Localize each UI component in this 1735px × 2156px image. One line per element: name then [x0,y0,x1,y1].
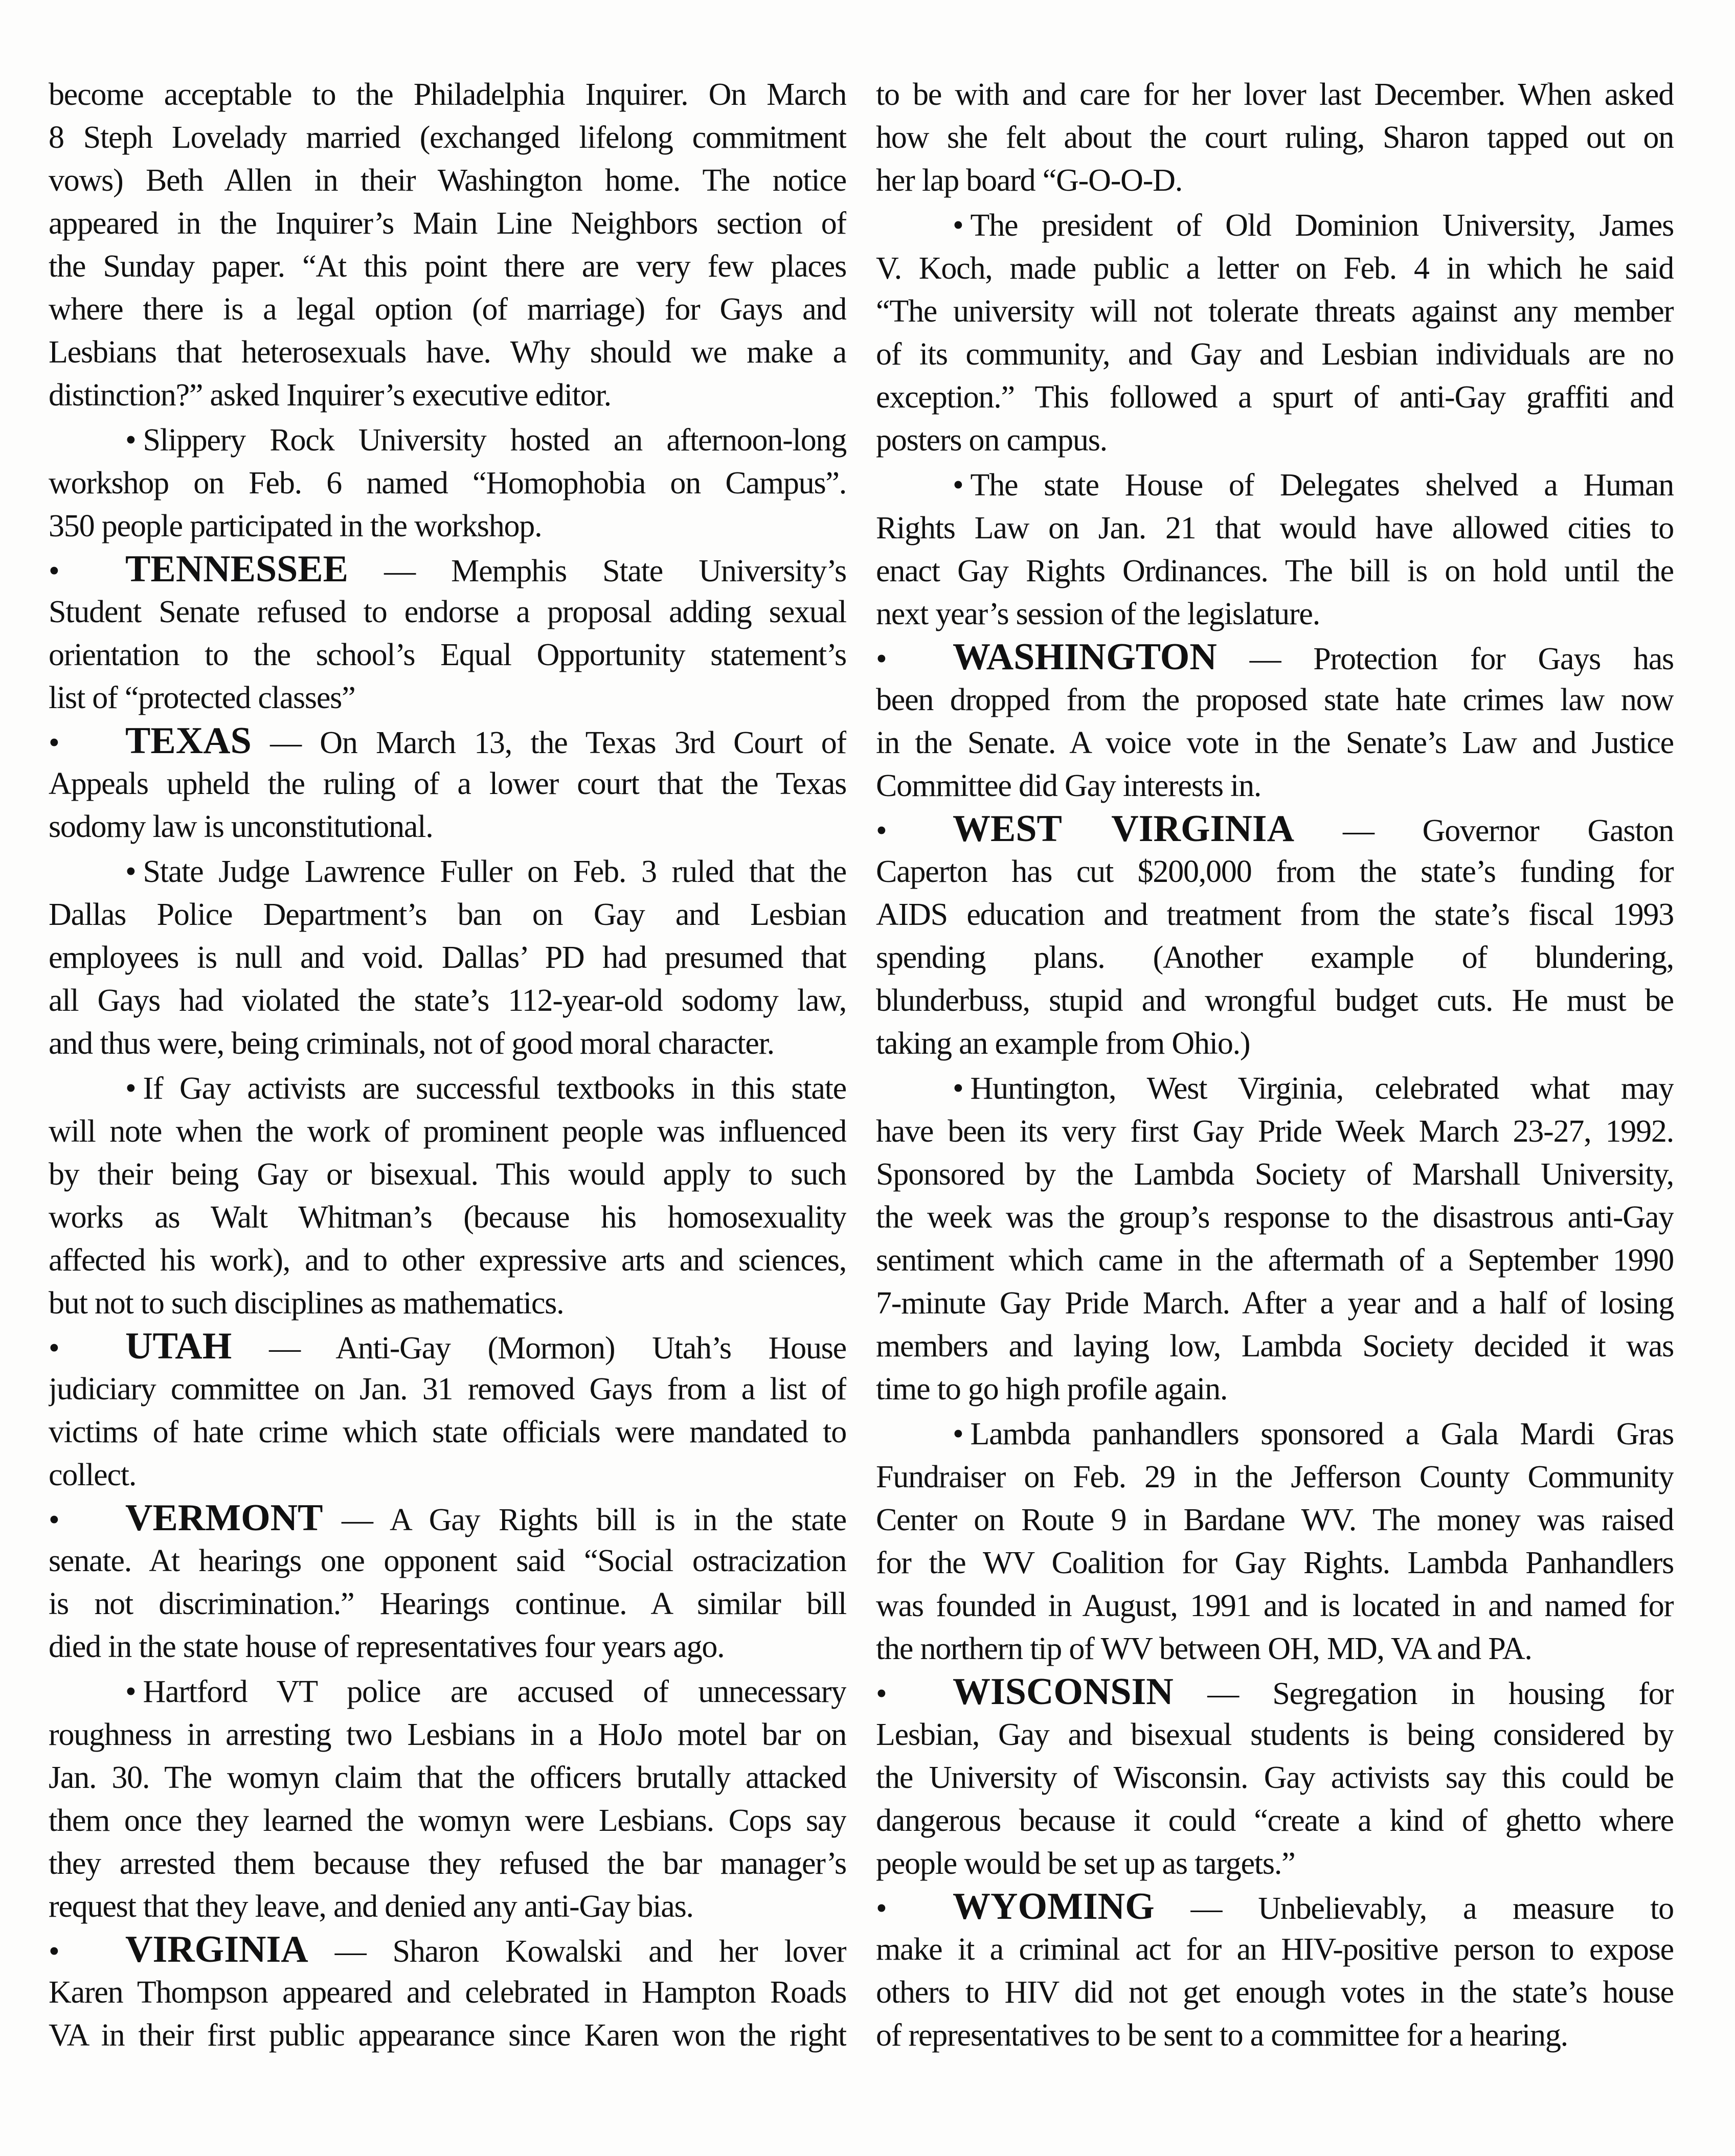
text-line: vows) Beth Allen in their Washington home. The notice [49,163,846,198]
text-line: of its community, and Gay and Lesbian individuals are no [876,337,1674,372]
sub-item-first-line [876,204,1674,247]
state-entry [49,1496,846,1668]
bullet-icon: • [953,1071,963,1106]
text-line: they arrested them because they refused the bar manager’s [49,1846,846,1881]
bullet-icon: • [953,468,963,503]
state-entry [49,719,846,848]
state-entry [49,1325,846,1496]
heading-line-content [125,719,846,762]
sub-item [876,464,1674,636]
state-name: WYOMING [953,1886,1155,1927]
sub-item [49,1067,846,1325]
text-line: where there is a legal option (of marriage) for Gays and [49,292,846,327]
text-line: to be with and care for her lover last December. When asked [876,77,1674,112]
text-line: Huntington, West Virginia, celebrated what may [970,1071,1674,1106]
text-line: 8 Steph Lovelady married (exchanged lifelong commitment [49,120,846,155]
state-entry [876,1670,1674,1885]
heading-line-text: — Governor Gaston [1342,813,1674,848]
text-line: workshop on Feb. 6 named “Homophobia on Campus”. [49,466,846,501]
heading-line-content [953,1670,1674,1713]
state-heading-line [49,719,846,762]
text-line: Committee did Gay interests in. [876,768,1261,803]
text-line: VA in their first public appearance since Karen won the right [49,2018,846,2053]
text-line: Lesbians that heterosexuals have. Why should we make a [49,335,846,370]
state-heading-line [876,636,1674,678]
text-line: sodomy law is unconstitutional. [49,809,433,844]
bullet-icon: • [876,1676,887,1711]
state-name: VIRGINIA [125,1928,308,1970]
heading-line-text: — Anti-Gay (Mormon) Utah’s House [269,1331,846,1366]
text-line: all Gays had violated the state’s 112-year-old sodomy law, [49,983,846,1018]
heading-line-content [953,807,1674,850]
bullet-icon: • [953,208,963,243]
bullet-icon: • [876,642,887,676]
text-line: Hartford VT police are accused of unnecessary [143,1674,846,1709]
text-line: by their being Gay or bisexual. This would apply to such [49,1157,846,1192]
text-line: her lap board “G-O-O-D. [876,163,1183,198]
heading-line-text: — Sharon Kowalski and her lover [334,1934,846,1969]
text-line: people would be set up as targets.” [876,1846,1295,1881]
text-line: The president of Old Dominion University, James [970,208,1674,243]
text-line: roughness in arresting two Lesbians in a HoJo motel bar on [49,1717,846,1752]
text-line: the University of Wisconsin. Gay activists say this could be [876,1760,1674,1795]
text-line: Lambda panhandlers sponsored a Gala Mardi Gras [970,1417,1674,1451]
text-line: The state House of Delegates shelved a Human [970,468,1674,503]
state-name: TENNESSEE [125,548,348,590]
text-line: was founded in August, 1991 and is located in and named for [876,1588,1674,1623]
text-line: taking an example from Ohio.) [876,1026,1250,1061]
sub-item [49,1670,846,1928]
state-name: WASHINGTON [953,636,1217,678]
bullet-icon: • [953,1417,963,1451]
sub-item-first-line [49,419,846,462]
text-line: collect. [49,1458,137,1492]
text-line: orientation to the school’s Equal Opportunity statement’s [49,638,846,672]
text-line: Dallas Police Department’s ban on Gay and Lesbian [49,897,846,932]
text-line: Center on Route 9 in Bardane WV. The money was raised [876,1503,1674,1537]
text-line: Appeals upheld the ruling of a lower court that the Texas [49,766,846,801]
text-line: 7-minute Gay Pride March. After a year and a half of losing [876,1286,1674,1321]
state-heading-line [876,1670,1674,1713]
sub-item-first-line [876,1413,1674,1456]
text-line: of representatives to be sent to a committee for a hearing. [876,2018,1568,2053]
text-line: request that they leave, and denied any anti-Gay bias. [49,1889,693,1924]
text-line: Slippery Rock University hosted an afternoon-long [143,423,846,458]
heading-line-text: — A Gay Rights bill is in the state [342,1503,846,1537]
state-name: VERMONT [125,1497,323,1539]
heading-line-content [125,1325,846,1368]
state-heading-line [876,1885,1674,1928]
state-name: WISCONSIN [953,1671,1174,1713]
state-heading-line [49,1928,846,1971]
right-column [876,73,1674,2057]
text-line: Jan. 30. The womyn claim that the officers brutally attacked [49,1760,846,1795]
heading-line-content [125,1496,846,1539]
text-line: victims of hate crime which state officials were mandated to [49,1415,846,1449]
heading-line-text: — Unbelievably, a measure to [1190,1891,1674,1926]
text-line: distinction?” asked Inquirer’s executive editor. [49,378,611,413]
heading-line-text: — Protection for Gays has [1249,642,1674,676]
bullet-icon: • [49,1503,59,1537]
state-heading-line [876,807,1674,850]
text-line: “The university will not tolerate threats against any member [876,294,1674,329]
text-line: sentiment which came in the aftermath of a September 1990 [876,1243,1674,1278]
state-name: TEXAS [125,720,252,762]
text-line: in the Senate. A voice vote in the Senate’s Law and Justice [876,725,1674,760]
text-line: Karen Thompson appeared and celebrated in Hampton Roads [49,1975,846,2010]
sub-item [876,204,1674,462]
text-line: but not to such disciplines as mathematics. [49,1286,564,1321]
text-line: have been its very first Gay Pride Week March 23-27, 1992. [876,1114,1674,1149]
text-line: become acceptable to the Philadelphia Inquirer. On March [49,77,846,112]
text-line: the Sunday paper. “At this point there are very few places [49,249,846,284]
text-line: appeared in the Inquirer’s Main Line Neighbors section of [49,206,846,241]
text-line: how she felt about the court ruling, Sharon tapped out on [876,120,1674,155]
text-line: 350 people participated in the workshop. [49,509,542,543]
text-line: posters on campus. [876,423,1107,458]
state-entry [49,548,846,719]
heading-line-content [125,1928,846,1971]
sub-item-first-line [876,1067,1674,1110]
heading-line-content [953,1885,1674,1928]
text-line: enact Gay Rights Ordinances. The bill is on hold until the [876,554,1674,588]
state-entry [876,807,1674,1065]
state-entry [876,1885,1674,2057]
text-line: Lesbian, Gay and bisexual students is being considered by [876,1717,1674,1752]
bullet-icon: • [49,554,59,588]
sub-item [876,1067,1674,1411]
text-line: employees is null and void. Dallas’ PD had presumed that [49,940,846,975]
heading-line-text: — On March 13, the Texas 3rd Court of [270,725,846,760]
text-line: State Judge Lawrence Fuller on Feb. 3 ruled that the [143,854,846,889]
text-line: Rights Law on Jan. 21 that would have allowed cities to [876,511,1674,546]
text-line: died in the state house of representatives four years ago. [49,1629,725,1664]
text-line: AIDS education and treatment from the state’s fiscal 1993 [876,897,1674,932]
text-line: time to go high profile again. [876,1372,1228,1406]
text-line: blunderbuss, stupid and wrongful budget cuts. He must be [876,983,1674,1018]
bullet-icon: • [49,725,59,760]
text-line: others to HIV did not get enough votes in the state’s house [876,1975,1674,2010]
bullet-icon: • [125,1674,136,1709]
bullet-icon: • [125,423,136,458]
text-line: the northern tip of WV between OH, MD, VA and PA. [876,1631,1532,1666]
text-line: them once they learned the womyn were Lesbians. Cops say [49,1803,846,1838]
sub-item-first-line [49,1067,846,1110]
text-line: judiciary committee on Jan. 31 removed Gays from a list of [49,1372,846,1406]
text-line: been dropped from the proposed state hate crimes law now [876,683,1674,717]
bullet-icon: • [125,854,136,889]
text-line: members and laying low, Lambda Society decided it was [876,1329,1674,1364]
sub-item-first-line [49,1670,846,1713]
text-line: list of “protected classes” [49,680,355,715]
state-heading-line [49,548,846,591]
state-heading-line [49,1325,846,1368]
state-entry [49,1928,846,2057]
text-line: and thus were, being criminals, not of good moral character. [49,1026,774,1061]
sub-item [876,1413,1674,1670]
text-line: senate. At hearings one opponent said “Social ostracization [49,1544,846,1578]
text-line: the week was the group’s response to the disastrous anti-Gay [876,1200,1674,1235]
text-line: is not discrimination.” Hearings continue. A similar bill [49,1586,846,1621]
bullet-icon: • [876,1891,887,1926]
bullet-icon: • [49,1331,59,1366]
text-line: affected his work), and to other expressive arts and sciences, [49,1243,846,1278]
text-line: dangerous because it could “create a kind of ghetto where [876,1803,1674,1838]
paragraph [876,73,1674,202]
left-column [49,73,846,2057]
text-line: exception.” This followed a spurt of anti-Gay graffiti and [876,380,1674,415]
bullet-icon: • [876,813,887,848]
text-line: works as Walt Whitman’s (because his homosexuality [49,1200,846,1235]
heading-line-text: — Memphis State University’s [384,554,846,588]
text-line: If Gay activists are successful textbooks in this state [143,1071,846,1106]
text-line: next year’s session of the legislature. [876,597,1320,631]
sub-item [49,850,846,1065]
state-heading-line [49,1496,846,1539]
sub-item [49,419,846,548]
text-line: Student Senate refused to endorse a proposal adding sexual [49,595,846,629]
text-line: Fundraiser on Feb. 29 in the Jefferson County Community [876,1460,1674,1494]
text-line: Sponsored by the Lambda Society of Marshall University, [876,1157,1674,1192]
text-line: V. Koch, made public a letter on Feb. 4 in which he said [876,251,1674,286]
state-entry [876,636,1674,807]
text-line: for the WV Coalition for Gay Rights. Lambda Panhandlers [876,1546,1674,1580]
paragraph [49,73,846,417]
state-name: WEST VIRGINIA [953,808,1295,850]
text-line: Caperton has cut $200,000 from the state’s funding for [876,854,1674,889]
heading-line-content [953,636,1674,678]
sub-item-first-line [876,464,1674,507]
heading-line-text: — Segregation in housing for [1207,1676,1674,1711]
text-line: make it a criminal act for an HIV-positive person to expose [876,1932,1674,1967]
heading-line-content [125,548,846,591]
bullet-icon: • [49,1934,59,1969]
state-name: UTAH [125,1325,232,1367]
bullet-icon: • [125,1071,136,1106]
text-line: spending plans. (Another example of blundering, [876,940,1674,975]
sub-item-first-line [49,850,846,893]
text-line: will note when the work of prominent people was influenced [49,1114,846,1149]
